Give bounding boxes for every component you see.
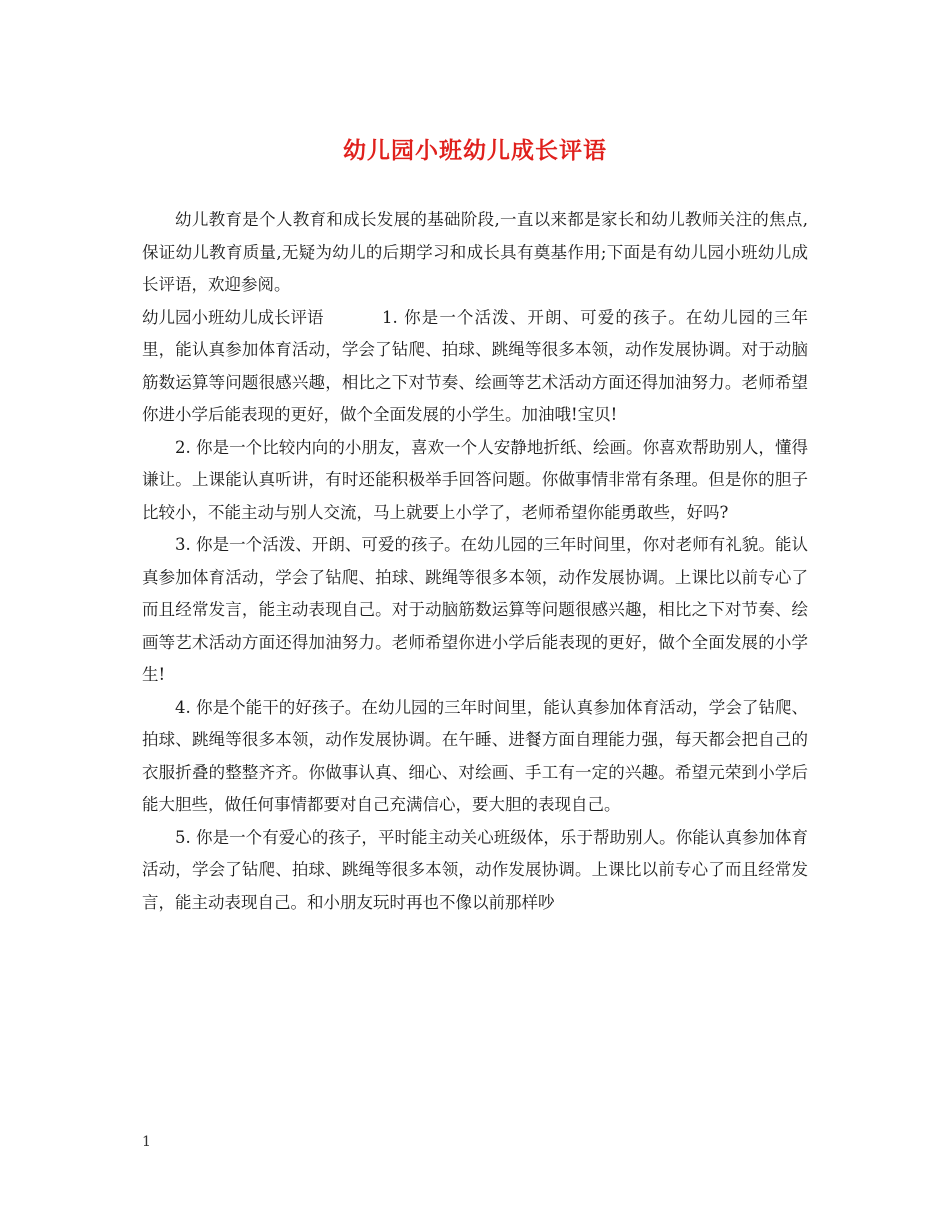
comment-paragraph-1	[142, 302, 808, 432]
page-number: 1	[142, 1134, 151, 1150]
intro-paragraph: 幼儿教育是个人教育和成长发展的基础阶段,一直以来都是家长和幼儿教师关注的焦点,保证幼儿教育质量,无疑为幼儿的后期学习和成长具有奠基作用;下面是有幼儿园小班幼儿成长评语，欢迎参阅。	[142, 210, 808, 294]
comment-text-1: 1. 你是一个活泼、开朗、可爱的孩子。在幼儿园的三年里，能认真参加体育活动，学会了钻爬、拍球、跳绳等很多本领，动作发展协调。对于动脑筋数运算等问题很感兴趣，相比之下对节奏、绘画等艺术活动方面还得加油努力。老师希望你进小学后能表现的更好，做个全面发展的小学生。加油哦!宝贝!	[142, 307, 808, 424]
document-title: 幼儿园小班幼儿成长评语	[343, 137, 607, 164]
document-body	[142, 204, 808, 919]
comment-paragraph-5: 5. 你是一个有爱心的孩子，平时能主动关心班级体，乐于帮助别人。你能认真参加体育活动，学会了钻爬、拍球、跳绳等很多本领，动作发展协调。上课比以前专心了而且经常发言，能主动表现自己。和小朋友玩时再也不像以前那样吵	[142, 827, 808, 912]
comment-paragraph-2: 2. 你是一个比较内向的小朋友，喜欢一个人安静地折纸、绘画。你喜欢帮助别人，懂得谦让。上课能认真听讲，有时还能积极举手回答问题。你做事情非常有条理。但是你的胆子比较小，不能主动与别人交流，马上就要上小学了，老师希望你能勇敢些，好吗?	[142, 437, 808, 522]
comment-paragraph-3: 3. 你是一个活泼、开朗、可爱的孩子。在幼儿园的三年时间里，你对老师有礼貌。能认真参加体育活动，学会了钻爬、拍球、跳绳等很多本领，动作发展协调。上课比以前专心了而且经常发言，能主动表现自己。对于动脑筋数运算等问题很感兴趣，相比之下对节奏、绘画等艺术活动方面还得加油努力。老师希望你进小学后能表现的更好，做个全面发展的小学生!	[142, 535, 808, 684]
section-label: 幼儿园小班幼儿成长评语	[142, 307, 324, 327]
comment-paragraph-4: 4. 你是个能干的好孩子。在幼儿园的三年时间里，能认真参加体育活动，学会了钻爬、拍球、跳绳等很多本领，动作发展协调。在午睡、进餐方面自理能力强，每天都会把自己的衣服折叠的整整齐齐。你做事认真、细心、对绘画、手工有一定的兴趣。希望元荣到小学后能大胆些，做任何事情都要对自己充满信心，要大胆的表现自己。	[142, 697, 808, 814]
